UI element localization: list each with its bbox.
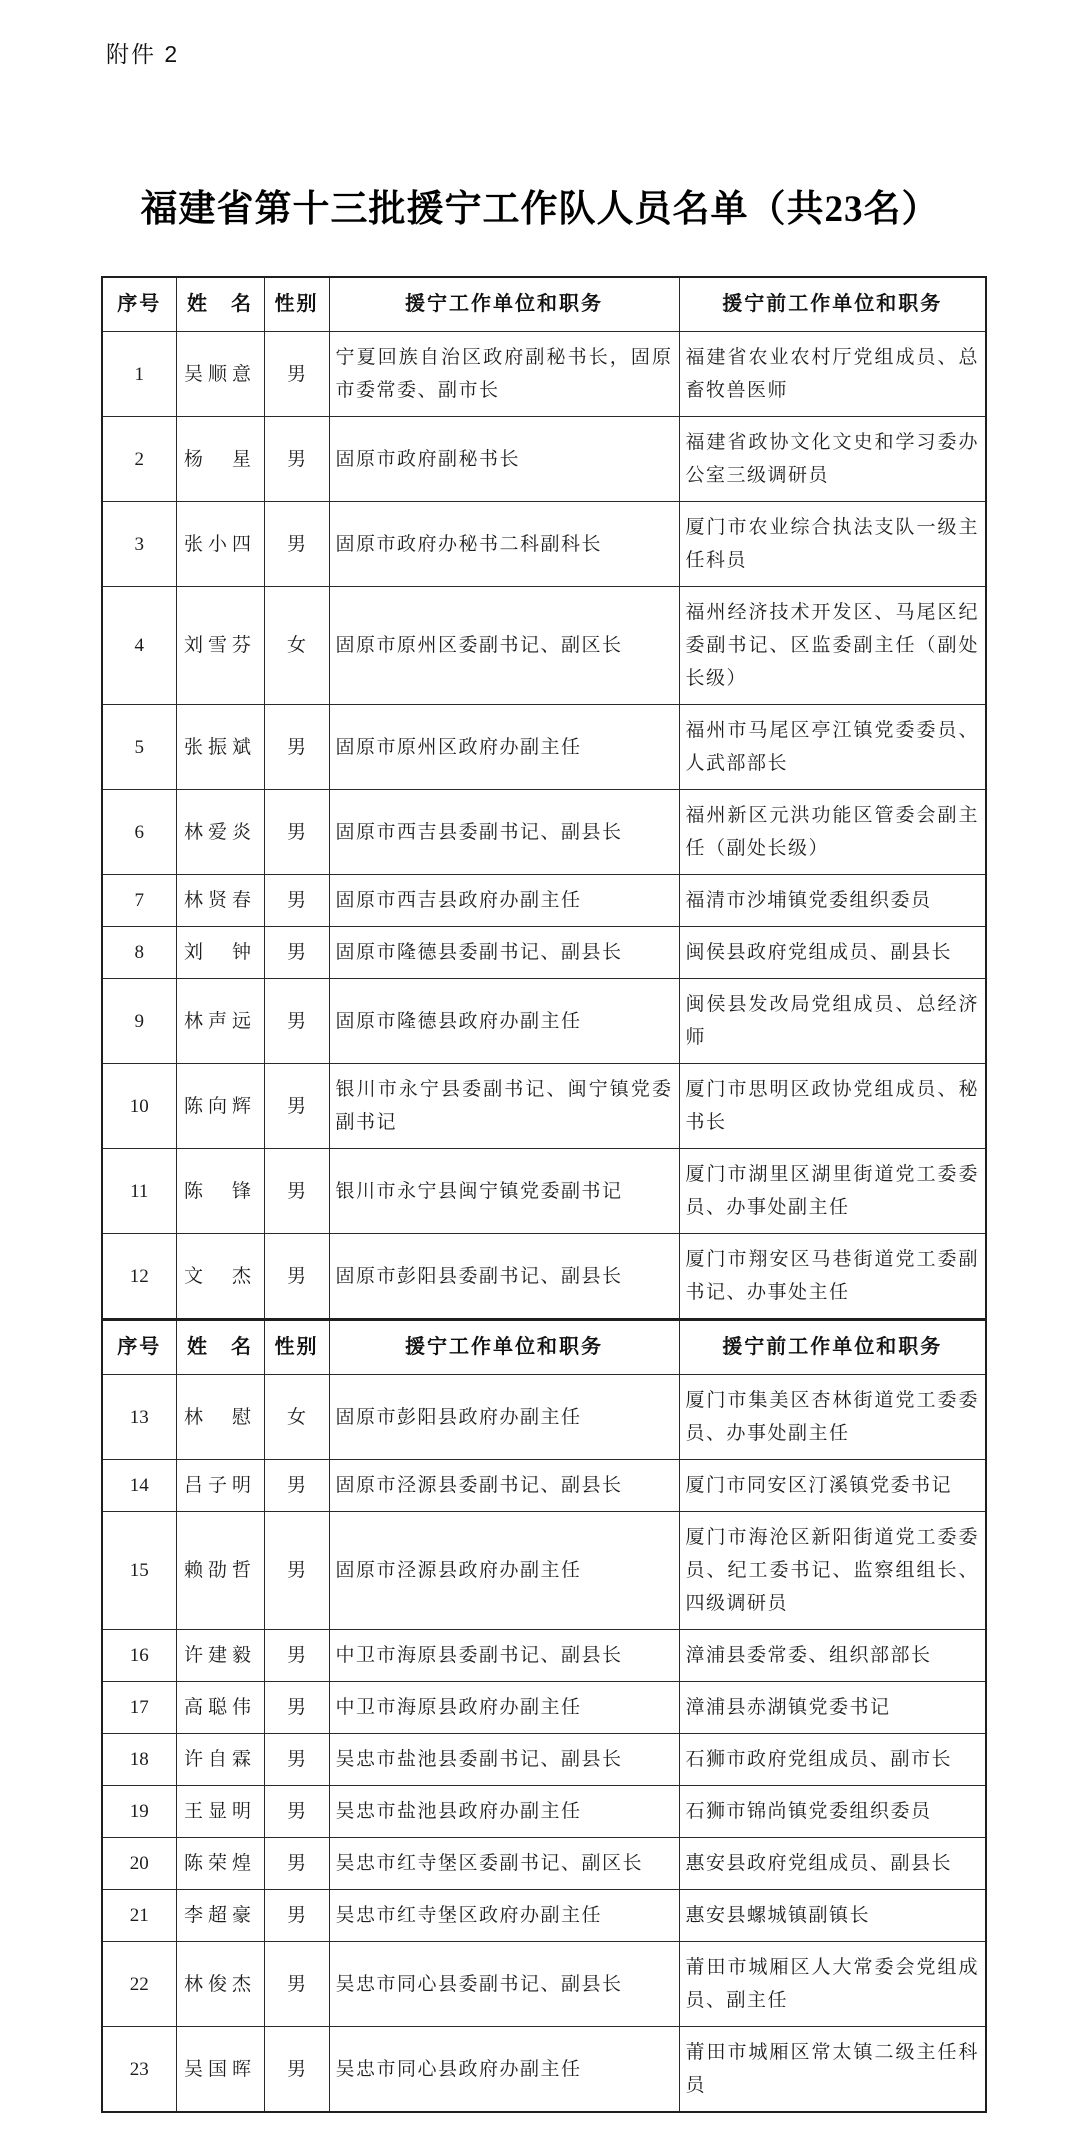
cell-name: 林声远 — [176, 979, 264, 1064]
cell-serial-number: 23 — [102, 2027, 176, 2113]
cell-name: 张振斌 — [176, 705, 264, 790]
cell-current-position: 吴忠市同心县委副书记、副县长 — [329, 1942, 679, 2027]
cell-gender: 女 — [264, 1375, 329, 1460]
table-row — [102, 1630, 986, 1682]
cell-gender: 男 — [264, 1786, 329, 1838]
cell-serial-number: 12 — [102, 1234, 176, 1320]
cell-gender: 男 — [264, 332, 329, 417]
page-title: 福建省第十三批援宁工作队人员名单（共23名） — [140, 189, 940, 230]
cell-previous-position: 厦门市思明区政协党组成员、秘书长 — [679, 1064, 986, 1149]
col-header-no: 序号 — [102, 277, 176, 332]
cell-serial-number: 13 — [102, 1375, 176, 1460]
table-row — [102, 1512, 986, 1630]
cell-serial-number: 2 — [102, 417, 176, 502]
col-header-gender: 性别 — [264, 1320, 329, 1375]
cell-gender: 男 — [264, 1682, 329, 1734]
col-header-current-position: 援宁工作单位和职务 — [329, 277, 679, 332]
cell-current-position: 中卫市海原县委副书记、副县长 — [329, 1630, 679, 1682]
cell-current-position: 固原市原州区政府办副主任 — [329, 705, 679, 790]
cell-gender: 女 — [264, 587, 329, 705]
table-row — [102, 1375, 986, 1460]
cell-previous-position: 莆田市城厢区人大常委会党组成员、副主任 — [679, 1942, 986, 2027]
cell-gender: 男 — [264, 1630, 329, 1682]
cell-previous-position: 石狮市政府党组成员、副市长 — [679, 1734, 986, 1786]
col-header-name: 姓 名 — [176, 277, 264, 332]
cell-gender: 男 — [264, 705, 329, 790]
table-row — [102, 1734, 986, 1786]
cell-previous-position: 福清市沙埔镇党委组织委员 — [679, 875, 986, 927]
cell-current-position: 银川市永宁县委副书记、闽宁镇党委副书记 — [329, 1064, 679, 1149]
cell-current-position: 中卫市海原县政府办副主任 — [329, 1682, 679, 1734]
cell-name: 吕子明 — [176, 1460, 264, 1512]
cell-gender: 男 — [264, 1064, 329, 1149]
cell-previous-position: 厦门市集美区杏林街道党工委委员、办事处副主任 — [679, 1375, 986, 1460]
cell-gender: 男 — [264, 927, 329, 979]
col-header-previous-position: 援宁前工作单位和职务 — [679, 1320, 986, 1375]
cell-current-position: 固原市彭阳县委副书记、副县长 — [329, 1234, 679, 1320]
table-row — [102, 790, 986, 875]
cell-gender: 男 — [264, 502, 329, 587]
table-row — [102, 332, 986, 417]
cell-previous-position: 福州市马尾区亭江镇党委委员、人武部部长 — [679, 705, 986, 790]
cell-gender: 男 — [264, 1734, 329, 1786]
cell-gender: 男 — [264, 1942, 329, 2027]
cell-current-position: 固原市政府副秘书长 — [329, 417, 679, 502]
table-row — [102, 1064, 986, 1149]
table-row — [102, 1890, 986, 1942]
cell-serial-number: 6 — [102, 790, 176, 875]
cell-serial-number: 1 — [102, 332, 176, 417]
cell-previous-position: 惠安县政府党组成员、副县长 — [679, 1838, 986, 1890]
cell-current-position: 固原市隆德县委副书记、副县长 — [329, 927, 679, 979]
table-row — [102, 1838, 986, 1890]
cell-previous-position: 厦门市湖里区湖里街道党工委委员、办事处副主任 — [679, 1149, 986, 1234]
table-header-row-repeat — [102, 1320, 986, 1375]
table-row — [102, 1234, 986, 1320]
cell-name: 许自霖 — [176, 1734, 264, 1786]
cell-previous-position: 莆田市城厢区常太镇二级主任科员 — [679, 2027, 986, 2113]
table-row — [102, 1682, 986, 1734]
cell-name: 林贤春 — [176, 875, 264, 927]
cell-serial-number: 19 — [102, 1786, 176, 1838]
cell-name: 张小四 — [176, 502, 264, 587]
cell-gender: 男 — [264, 1890, 329, 1942]
cell-current-position: 固原市西吉县委副书记、副县长 — [329, 790, 679, 875]
cell-serial-number: 11 — [102, 1149, 176, 1234]
cell-serial-number: 21 — [102, 1890, 176, 1942]
cell-serial-number: 4 — [102, 587, 176, 705]
table-row — [102, 705, 986, 790]
cell-gender: 男 — [264, 1838, 329, 1890]
cell-name: 高聪伟 — [176, 1682, 264, 1734]
cell-name: 林 慰 — [176, 1375, 264, 1460]
cell-current-position: 吴忠市同心县政府办副主任 — [329, 2027, 679, 2113]
cell-previous-position: 闽侯县政府党组成员、副县长 — [679, 927, 986, 979]
col-header-previous-position: 援宁前工作单位和职务 — [679, 277, 986, 332]
cell-name: 杨 星 — [176, 417, 264, 502]
table-row — [102, 1460, 986, 1512]
cell-previous-position: 厦门市海沧区新阳街道党工委委员、纪工委书记、监察组组长、四级调研员 — [679, 1512, 986, 1630]
cell-serial-number: 7 — [102, 875, 176, 927]
table-row — [102, 502, 986, 587]
cell-name: 林俊杰 — [176, 1942, 264, 2027]
cell-previous-position: 惠安县螺城镇副镇长 — [679, 1890, 986, 1942]
cell-gender: 男 — [264, 790, 329, 875]
cell-previous-position: 福州经济技术开发区、马尾区纪委副书记、区监委副主任（副处长级） — [679, 587, 986, 705]
cell-current-position: 固原市原州区委副书记、副区长 — [329, 587, 679, 705]
cell-serial-number: 15 — [102, 1512, 176, 1630]
cell-gender: 男 — [264, 2027, 329, 2113]
cell-serial-number: 5 — [102, 705, 176, 790]
cell-name: 吴顺意 — [176, 332, 264, 417]
cell-current-position: 固原市彭阳县政府办副主任 — [329, 1375, 679, 1460]
table-header-row — [102, 277, 986, 332]
col-header-current-position: 援宁工作单位和职务 — [329, 1320, 679, 1375]
roster-table — [101, 276, 987, 2113]
cell-serial-number: 14 — [102, 1460, 176, 1512]
cell-name: 林爱炎 — [176, 790, 264, 875]
table-row — [102, 875, 986, 927]
cell-serial-number: 10 — [102, 1064, 176, 1149]
cell-current-position: 吴忠市红寺堡区政府办副主任 — [329, 1890, 679, 1942]
attachment-label: 附件 2 — [106, 41, 180, 67]
cell-current-position: 固原市政府办秘书二科副科长 — [329, 502, 679, 587]
cell-current-position: 吴忠市盐池县政府办副主任 — [329, 1786, 679, 1838]
col-header-name: 姓 名 — [176, 1320, 264, 1375]
cell-previous-position: 厦门市同安区汀溪镇党委书记 — [679, 1460, 986, 1512]
cell-serial-number: 8 — [102, 927, 176, 979]
cell-gender: 男 — [264, 1460, 329, 1512]
cell-name: 刘雪芬 — [176, 587, 264, 705]
cell-gender: 男 — [264, 1234, 329, 1320]
table-row — [102, 927, 986, 979]
cell-name: 李超豪 — [176, 1890, 264, 1942]
cell-gender: 男 — [264, 875, 329, 927]
cell-previous-position: 闽侯县发改局党组成员、总经济师 — [679, 979, 986, 1064]
cell-name: 文 杰 — [176, 1234, 264, 1320]
cell-previous-position: 福建省政协文化文史和学习委办公室三级调研员 — [679, 417, 986, 502]
cell-serial-number: 17 — [102, 1682, 176, 1734]
table-row — [102, 587, 986, 705]
cell-previous-position: 漳浦县赤湖镇党委书记 — [679, 1682, 986, 1734]
cell-serial-number: 18 — [102, 1734, 176, 1786]
cell-previous-position: 厦门市翔安区马巷街道党工委副书记、办事处主任 — [679, 1234, 986, 1320]
cell-gender: 男 — [264, 1512, 329, 1630]
cell-gender: 男 — [264, 417, 329, 502]
cell-name: 吴国晖 — [176, 2027, 264, 2113]
table-row — [102, 417, 986, 502]
cell-current-position: 吴忠市红寺堡区委副书记、副区长 — [329, 1838, 679, 1890]
table-row — [102, 1942, 986, 2027]
table-row — [102, 1786, 986, 1838]
col-header-gender: 性别 — [264, 277, 329, 332]
cell-previous-position: 漳浦县委常委、组织部部长 — [679, 1630, 986, 1682]
cell-current-position: 宁夏回族自治区政府副秘书长，固原市委常委、副市长 — [329, 332, 679, 417]
cell-current-position: 固原市泾源县委副书记、副县长 — [329, 1460, 679, 1512]
cell-name: 陈向辉 — [176, 1064, 264, 1149]
cell-name: 王显明 — [176, 1786, 264, 1838]
cell-previous-position: 石狮市锦尚镇党委组织委员 — [679, 1786, 986, 1838]
table-row — [102, 979, 986, 1064]
cell-name: 赖劭哲 — [176, 1512, 264, 1630]
cell-current-position: 固原市泾源县政府办副主任 — [329, 1512, 679, 1630]
cell-serial-number: 9 — [102, 979, 176, 1064]
cell-name: 许建毅 — [176, 1630, 264, 1682]
cell-name: 陈 锋 — [176, 1149, 264, 1234]
cell-current-position: 固原市西吉县政府办副主任 — [329, 875, 679, 927]
cell-current-position: 固原市隆德县政府办副主任 — [329, 979, 679, 1064]
cell-serial-number: 3 — [102, 502, 176, 587]
cell-gender: 男 — [264, 979, 329, 1064]
cell-serial-number: 20 — [102, 1838, 176, 1890]
roster-table-body — [102, 277, 986, 2112]
cell-previous-position: 厦门市农业综合执法支队一级主任科员 — [679, 502, 986, 587]
cell-previous-position: 福建省农业农村厅党组成员、总畜牧兽医师 — [679, 332, 986, 417]
cell-previous-position: 福州新区元洪功能区管委会副主任（副处长级） — [679, 790, 986, 875]
col-header-no: 序号 — [102, 1320, 176, 1375]
cell-serial-number: 22 — [102, 1942, 176, 2027]
cell-current-position: 银川市永宁县闽宁镇党委副书记 — [329, 1149, 679, 1234]
cell-name: 刘 钟 — [176, 927, 264, 979]
table-row — [102, 1149, 986, 1234]
table-row — [102, 2027, 986, 2113]
cell-gender: 男 — [264, 1149, 329, 1234]
cell-current-position: 吴忠市盐池县委副书记、副县长 — [329, 1734, 679, 1786]
cell-name: 陈荣煌 — [176, 1838, 264, 1890]
cell-serial-number: 16 — [102, 1630, 176, 1682]
